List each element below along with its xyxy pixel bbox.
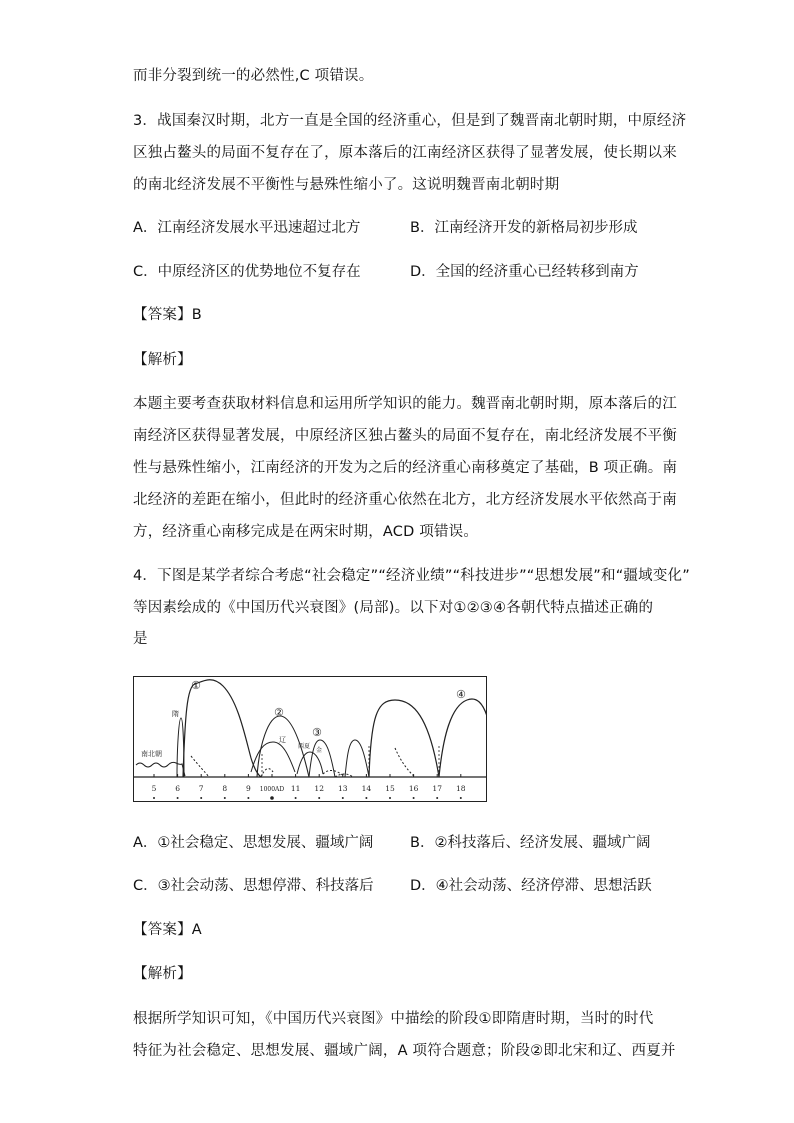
axis-tick-label: 1000AD	[259, 786, 285, 793]
q4-stem-line-2: 等因素绘成的《中国历代兴衰图》(局部)。以下对①②③④各朝代特点描述正确的	[133, 600, 654, 616]
q3-option-a: A．江南经济发展水平迅速超过北方	[133, 220, 361, 236]
q4-option-a: A．①社会稳定、思想发展、疆域广阔	[133, 835, 374, 851]
q3-option-d: D．全国的经济重心已经转移到南方	[410, 264, 639, 280]
label-jin: 金	[316, 747, 323, 754]
axis-tick-label: 13	[338, 784, 348, 793]
q4-stem-line-1: 4．下图是某学者综合考虑“社会稳定”“经济业绩”“科技进步”“思想发展”和“疆域变化”	[133, 568, 690, 584]
axis-tick-dot	[460, 797, 462, 799]
label-liao: 辽	[279, 736, 286, 744]
q3-answer: 【答案】B	[133, 307, 202, 323]
q3-analysis-line-5: 方，经济重心南移完成是在两宋时期，ACD 项错误。	[133, 524, 479, 540]
axis-tick-label: 17	[432, 784, 442, 793]
label-circle-2: ②	[274, 706, 284, 719]
axis-tick-dot	[177, 797, 179, 799]
q4-analysis-label: 【解析】	[133, 966, 192, 982]
axis-tick-label: 8	[222, 784, 228, 793]
q3-analysis-line-3: 性与悬殊性缩小，江南经济的开发为之后的经济重心南移奠定了基础，B 项正确。南	[133, 460, 678, 476]
q2-tail-text: 而非分裂到统一的必然性,C 项错误。	[133, 68, 374, 84]
label-circle-4: ④	[456, 688, 466, 701]
q4-analysis-line-1: 根据所学知识可知，《中国历代兴衰图》中描绘的阶段①即隋唐时期，当时的时代	[133, 1011, 654, 1027]
axis-tick-label: 7	[198, 784, 204, 793]
q3-stem-line-1: 3．战国秦汉时期，北方一直是全国的经济重心，但是到了魏晋南北朝时期，中原经济	[133, 113, 687, 129]
q3-stem-line-2: 区独占鳌头的局面不复存在了，原本落后的江南经济区获得了显著发展，使长期以来	[133, 145, 677, 161]
axis-tick-dot	[389, 797, 391, 799]
axis-tick-label: 15	[385, 784, 395, 793]
axis-tick-dot	[153, 797, 155, 799]
q4-analysis-line-2: 特征为社会稳定、思想发展、疆域广阔，A 项符合题意；阶段②即北宋和辽、西夏并	[133, 1043, 676, 1059]
axis-tick-label: 9	[246, 784, 251, 793]
q3-option-b: B．江南经济开发的新格局初步形成	[410, 220, 638, 236]
q4-answer: 【答案】A	[133, 922, 202, 938]
axis-tick-dot	[224, 797, 226, 799]
axis-tick-label: 14	[361, 784, 372, 793]
label-sui: 隋	[172, 710, 179, 718]
label-circle-3: ③	[312, 726, 322, 739]
q4-option-d: D．④社会动荡、经济停滞、思想活跃	[410, 878, 652, 894]
q3-analysis-line-4: 北经济的差距在缩小，但此时的经济重心依然在北方，北方经济发展水平依然高于南	[133, 492, 677, 508]
q3-analysis-line-2: 南经济区获得显著发展，中原经济区独占鳌头的局面不复存在，南北经济发展不平衡	[133, 428, 677, 444]
axis-tick-dot	[436, 797, 438, 799]
dynasty-rise-fall-figure	[133, 676, 487, 802]
axis-tick-dot	[365, 797, 367, 799]
q3-option-c: C．中原经济区的优势地位不复存在	[133, 264, 361, 280]
label-nanbeichao: 南北朝	[141, 750, 162, 758]
axis-tick-dot	[295, 797, 297, 799]
axis-tick-label: 12	[314, 784, 324, 793]
q4-option-c: C．③社会动荡、思想停滞、科技落后	[133, 878, 374, 894]
q4-stem-line-3: 是	[133, 631, 148, 647]
axis-tick-label: 18	[456, 784, 466, 793]
axis-tick-dot	[342, 797, 344, 799]
q3-analysis-label: 【解析】	[133, 352, 192, 368]
axis-tick-label: 16	[408, 784, 419, 793]
axis-tick-dot	[413, 797, 415, 799]
axis-tick-dot	[270, 796, 274, 800]
q4-option-b: B．②科技落后、经济发展、疆域广阔	[410, 835, 651, 851]
axis-tick-label: 5	[151, 784, 157, 793]
label-xixia: 西夏	[298, 743, 311, 750]
figure-frame	[134, 677, 487, 802]
axis-tick-dot	[318, 797, 320, 799]
axis-tick-label: 6	[175, 784, 180, 793]
axis-tick-dot	[200, 797, 202, 799]
axis-tick-dot	[247, 797, 249, 799]
q3-stem-line-3: 的南北经济发展不平衡性与悬殊性缩小了。这说明魏晋南北朝时期	[133, 177, 560, 193]
q3-analysis-line-1: 本题主要考查获取材料信息和运用所学知识的能力。魏晋南北朝时期，原本落后的江	[133, 396, 677, 412]
axis-tick-label: 11	[290, 784, 301, 793]
label-circle-1: ①	[191, 679, 201, 692]
